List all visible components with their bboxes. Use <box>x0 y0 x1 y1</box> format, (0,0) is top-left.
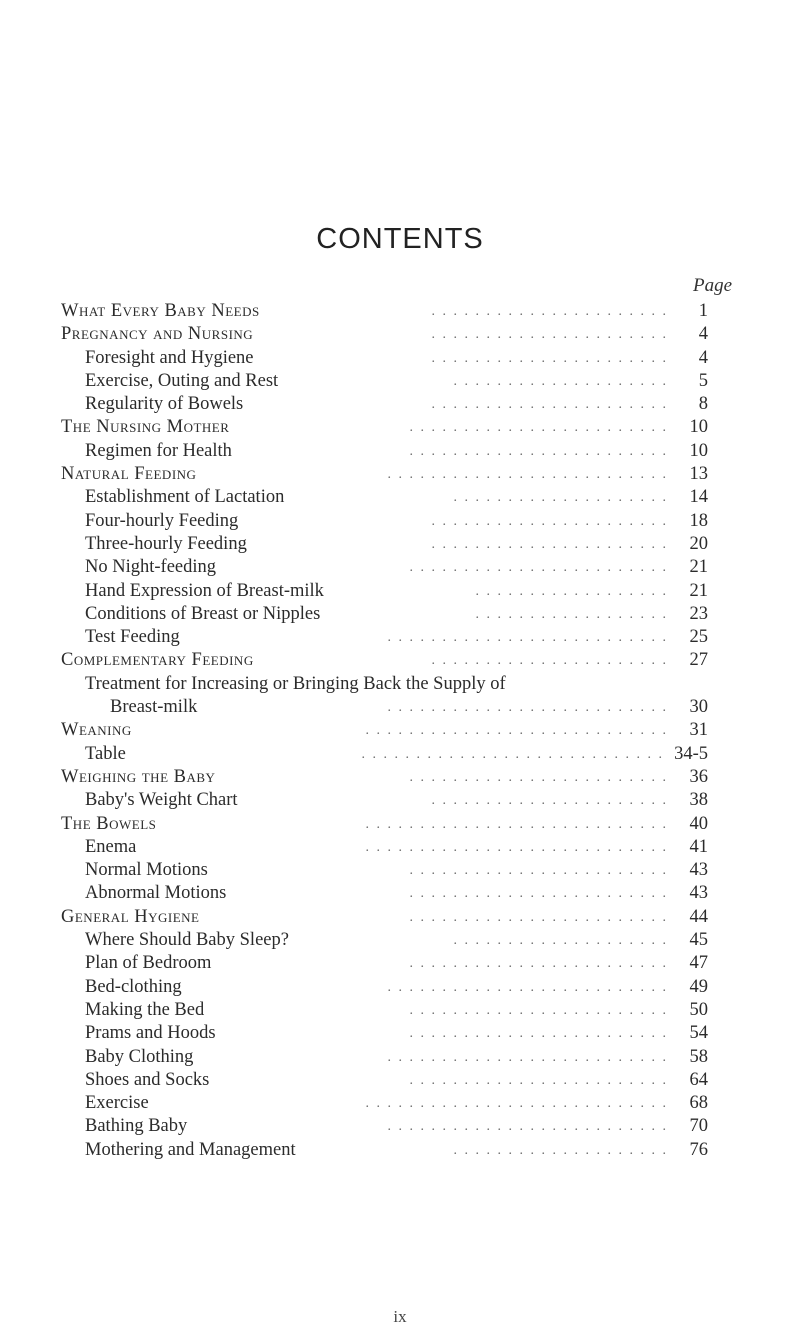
toc-entry[interactable] <box>0 673 800 696</box>
toc-entry[interactable] <box>0 1069 800 1092</box>
dot-leader: . . . . . . . . . . . . . . . . . . . . . . <box>431 350 668 366</box>
toc-entry-page: 34-5 <box>674 743 708 764</box>
toc-entry-page: 76 <box>689 1139 708 1160</box>
table-of-contents <box>0 300 800 1162</box>
dot-leader: . . . . . . . . . . . . . . . . . . . . . . . . . . <box>387 630 668 646</box>
toc-entry-page: 8 <box>698 394 708 415</box>
toc-entry[interactable] <box>0 743 800 766</box>
toc-entry-label: General Hygiene <box>61 906 200 927</box>
dot-leader: . . . . . . . . . . . . . . . . . . . . . . . . . . . . <box>365 1096 668 1112</box>
toc-entry[interactable] <box>0 976 800 999</box>
toc-entry-page: 50 <box>689 999 708 1020</box>
toc-entry[interactable] <box>0 859 800 882</box>
toc-entry-label: Treatment for Increasing or Bringing Back the Supply of <box>85 673 506 694</box>
toc-entry-page: 23 <box>689 603 708 624</box>
page-column-label: Page <box>693 275 733 296</box>
toc-entry-page: 58 <box>689 1046 708 1067</box>
toc-entry[interactable] <box>0 789 800 812</box>
toc-entry[interactable] <box>0 1115 800 1138</box>
toc-entry-page: 25 <box>689 627 708 648</box>
toc-entry-label: Pregnancy and Nursing <box>61 324 254 345</box>
dot-leader: . . . . . . . . . . . . . . . . . . <box>475 583 668 599</box>
toc-entry-label: Establishment of Lactation <box>85 487 285 508</box>
toc-entry-page: 36 <box>689 766 708 787</box>
toc-entry[interactable] <box>0 952 800 975</box>
page-title: CONTENTS <box>316 223 484 255</box>
toc-entry-label: Where Should Baby Sleep? <box>85 930 289 951</box>
toc-entry-label: Plan of Bedroom <box>85 953 212 974</box>
dot-leader: . . . . . . . . . . . . . . . . . . . . . . . . <box>409 1002 668 1018</box>
toc-entry[interactable] <box>0 300 800 323</box>
toc-entry-page: 13 <box>689 464 708 485</box>
dot-leader: . . . . . . . . . . . . . . . . . . . . . . . . . . <box>387 1119 668 1135</box>
toc-entry-label: Enema <box>85 836 137 857</box>
toc-entry[interactable] <box>0 649 800 672</box>
toc-entry-page: 64 <box>689 1069 708 1090</box>
toc-entry-page: 38 <box>689 790 708 811</box>
toc-entry[interactable] <box>0 882 800 905</box>
toc-entry[interactable] <box>0 906 800 929</box>
toc-entry[interactable] <box>0 556 800 579</box>
dot-leader: . . . . . . . . . . . . . . . . . . . . . . . . <box>409 443 668 459</box>
toc-entry-page: 70 <box>689 1116 708 1137</box>
toc-entry-page: 68 <box>689 1093 708 1114</box>
toc-entry[interactable] <box>0 463 800 486</box>
toc-entry-page: 43 <box>689 883 708 904</box>
toc-entry-page: 40 <box>689 813 708 834</box>
dot-leader: . . . . . . . . . . . . . . . . . . . . . . <box>431 397 668 413</box>
toc-entry-label: Table <box>85 743 126 764</box>
dot-leader: . . . . . . . . . . . . . . . . . . . . . . . . . . <box>387 700 668 716</box>
toc-entry[interactable] <box>0 1139 800 1162</box>
dot-leader: . . . . . . . . . . . . . . . . . . . . . . <box>431 793 668 809</box>
toc-entry-label: Prams and Hoods <box>85 1023 216 1044</box>
dot-leader: . . . . . . . . . . . . . . . . . . . . . . . . . . . . <box>361 746 664 762</box>
toc-entry-label: Abnormal Motions <box>85 883 227 904</box>
toc-entry-page: 5 <box>698 370 708 391</box>
toc-entry[interactable] <box>0 393 800 416</box>
toc-entry[interactable] <box>0 323 800 346</box>
toc-entry[interactable] <box>0 813 800 836</box>
toc-entry-label: Foresight and Hygiene <box>85 347 254 368</box>
toc-entry-label: No Night-feeding <box>85 557 217 578</box>
toc-entry-label: What Every Baby Needs <box>61 301 260 321</box>
toc-entry-label: Baby's Weight Chart <box>85 790 238 811</box>
toc-entry-page: 41 <box>689 836 708 857</box>
page-folio: ix <box>393 1307 407 1326</box>
toc-entry-page: 27 <box>689 650 708 671</box>
toc-entry-page: 1 <box>698 301 708 321</box>
toc-entry[interactable] <box>0 1022 800 1045</box>
toc-entry-page: 31 <box>689 720 708 741</box>
toc-entry-page: 43 <box>689 860 708 881</box>
dot-leader: . . . . . . . . . . . . . . . . . . . . <box>453 373 668 389</box>
toc-entry-label: Exercise <box>85 1093 149 1114</box>
dot-leader: . . . . . . . . . . . . . . . . . . . . . . . . <box>409 560 668 576</box>
toc-entry[interactable] <box>0 580 800 603</box>
toc-entry[interactable] <box>0 1046 800 1069</box>
toc-entry-label: Baby Clothing <box>85 1046 194 1067</box>
toc-entry-label: Shoes and Socks <box>85 1069 210 1090</box>
dot-leader: . . . . . . . . . . . . . . . . . . . . . . . . <box>409 1072 668 1088</box>
toc-entry-page: 18 <box>689 510 708 531</box>
toc-entry-label: Three-hourly Feeding <box>85 533 247 554</box>
toc-entry-label: Mothering and Management <box>85 1139 296 1160</box>
toc-entry-label: Breast-milk <box>110 697 198 718</box>
toc-entry-label: Bathing Baby <box>85 1116 188 1137</box>
dot-leader: . . . . . . . . . . . . . . . . . . . . <box>453 933 668 949</box>
toc-entry-label: Weaning <box>61 720 132 741</box>
toc-entry[interactable] <box>0 999 800 1022</box>
toc-entry[interactable] <box>0 929 800 952</box>
dot-leader: . . . . . . . . . . . . . . . . . . . . <box>453 490 668 506</box>
dot-leader: . . . . . . . . . . . . . . . . . . . . . . . . <box>409 909 668 925</box>
toc-entry-label: The Nursing Mother <box>61 417 230 438</box>
dot-leader: . . . . . . . . . . . . . . . . . . . . . . . . . . . . <box>365 723 668 739</box>
dot-leader: . . . . . . . . . . . . . . . . . . . . . . <box>431 304 668 319</box>
toc-entry-page: 54 <box>689 1023 708 1044</box>
toc-entry-page: 49 <box>689 976 708 997</box>
dot-leader: . . . . . . . . . . . . . . . . . . <box>475 606 668 622</box>
dot-leader: . . . . . . . . . . . . . . . . . . . . . . . . <box>409 1026 668 1042</box>
toc-entry-label: Regularity of Bowels <box>85 394 244 415</box>
toc-entry-page: 21 <box>689 580 708 601</box>
toc-entry[interactable] <box>0 836 800 859</box>
toc-entry-label: Conditions of Breast or Nipples <box>85 603 321 624</box>
toc-entry-page: 44 <box>689 906 708 927</box>
toc-entry-page: 4 <box>698 347 708 368</box>
toc-entry[interactable] <box>0 1092 800 1115</box>
toc-entry-page: 20 <box>689 533 708 554</box>
toc-entry-label: Natural Feeding <box>61 464 197 485</box>
dot-leader: . . . . . . . . . . . . . . . . . . . . . . . . <box>409 863 668 879</box>
toc-entry-label: Four-hourly Feeding <box>85 510 239 531</box>
toc-entry-label: Bed-clothing <box>85 976 182 997</box>
toc-entry-label: Weighing the Baby <box>61 766 216 787</box>
toc-entry-label: Making the Bed <box>85 999 205 1020</box>
dot-leader: . . . . . . . . . . . . . . . . . . . . . . . . . . . . <box>365 839 668 855</box>
toc-entry-page: 4 <box>698 324 708 345</box>
dot-leader: . . . . . . . . . . . . . . . . . . . . <box>453 1142 668 1158</box>
toc-entry-label: The Bowels <box>61 813 157 834</box>
dot-leader: . . . . . . . . . . . . . . . . . . . . . . . . <box>409 420 668 436</box>
toc-entry-page: 47 <box>689 953 708 974</box>
toc-entry-page: 10 <box>689 440 708 461</box>
dot-leader: . . . . . . . . . . . . . . . . . . . . . . . . . . <box>387 467 668 483</box>
dot-leader: . . . . . . . . . . . . . . . . . . . . . . . . <box>409 886 668 902</box>
toc-entry[interactable] <box>0 696 800 719</box>
toc-entry-label: Complementary Feeding <box>61 650 254 671</box>
dot-leader: . . . . . . . . . . . . . . . . . . . . . . <box>431 653 668 669</box>
dot-leader: . . . . . . . . . . . . . . . . . . . . . . . . . . . . <box>365 816 668 832</box>
toc-entry-page: 14 <box>689 487 708 508</box>
toc-entry-page: 21 <box>689 557 708 578</box>
toc-entry[interactable] <box>0 440 800 463</box>
toc-entry-label: Normal Motions <box>85 860 208 881</box>
toc-entry[interactable] <box>0 533 800 556</box>
dot-leader: . . . . . . . . . . . . . . . . . . . . . . . . . . <box>387 1049 668 1065</box>
dot-leader: . . . . . . . . . . . . . . . . . . . . . . <box>431 327 668 343</box>
toc-entry-label: Regimen for Health <box>85 440 232 461</box>
toc-entry[interactable] <box>0 626 800 649</box>
toc-entry-label: Exercise, Outing and Rest <box>85 370 279 391</box>
toc-entry[interactable] <box>0 486 800 509</box>
dot-leader: . . . . . . . . . . . . . . . . . . . . . . . . <box>409 769 668 785</box>
dot-leader: . . . . . . . . . . . . . . . . . . . . . . <box>431 536 668 552</box>
toc-entry[interactable] <box>0 370 800 393</box>
toc-entry[interactable] <box>0 510 800 533</box>
toc-entry-label: Test Feeding <box>85 627 180 648</box>
toc-entry[interactable] <box>0 603 800 626</box>
toc-entry[interactable] <box>0 416 800 439</box>
dot-leader: . . . . . . . . . . . . . . . . . . . . . . . . . . <box>387 979 668 995</box>
toc-entry[interactable] <box>0 719 800 742</box>
dot-leader: . . . . . . . . . . . . . . . . . . . . . . . . <box>409 956 668 972</box>
toc-entry-page: 10 <box>689 417 708 438</box>
toc-entry-page: 45 <box>689 930 708 951</box>
toc-entry[interactable] <box>0 347 800 370</box>
toc-entry-page: 30 <box>689 697 708 718</box>
toc-entry[interactable] <box>0 766 800 789</box>
dot-leader: . . . . . . . . . . . . . . . . . . . . . . <box>431 513 668 529</box>
toc-entry-label: Hand Expression of Breast-milk <box>85 580 324 601</box>
